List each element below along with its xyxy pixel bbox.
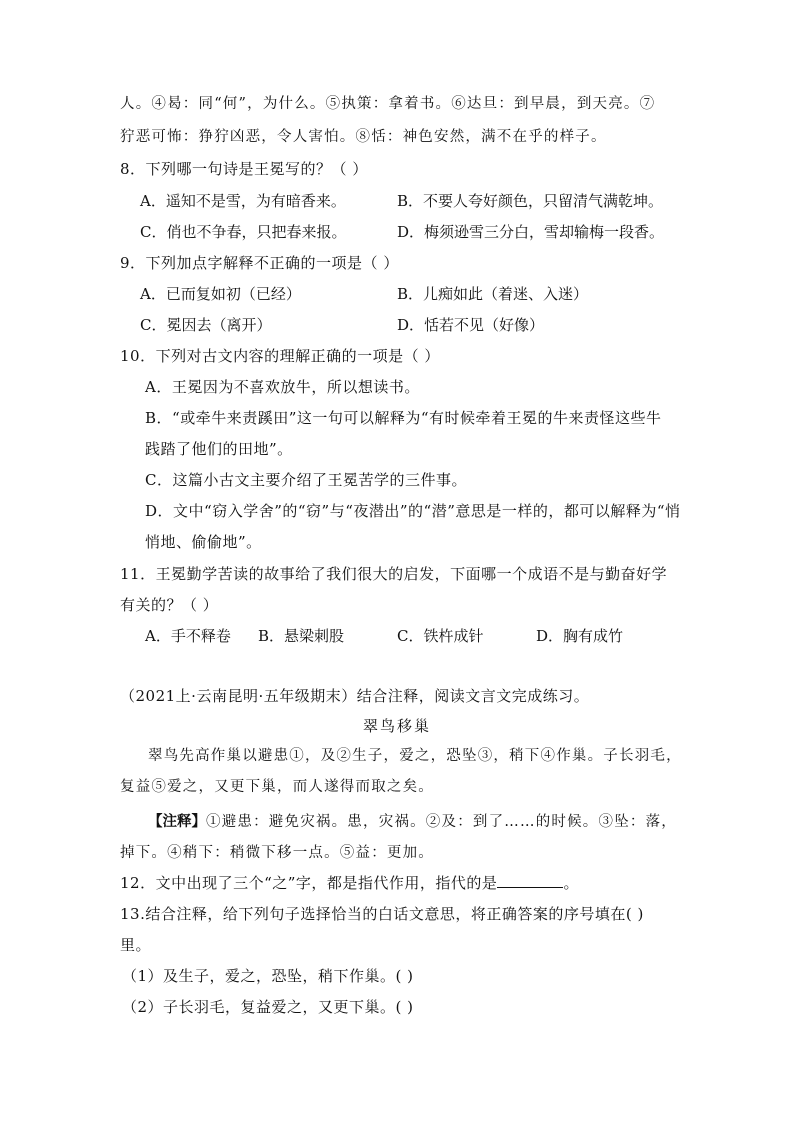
question-9-stem: 9．下列加点字解释不正确的一项是（ ） <box>120 254 399 272</box>
question-10-option-b-line-1: B．“或牵牛来责蹊田”这一句可以解释为“有时候牵着王冕的牛来责怪这些牛 <box>145 409 662 427</box>
notes-label: 【注释】 <box>148 814 206 830</box>
question-11-option-a: A．手不释卷 <box>145 627 231 645</box>
question-8-option-c: C．俏也不争春，只把春来报。 <box>140 223 347 241</box>
question-9-option-d: D．恬若不见（好像） <box>397 316 545 334</box>
question-11-stem-line-1: 11．王冕勤学苦读的故事给了我们很大的启发，下面哪一个成语不是与勤奋好学 <box>120 565 668 583</box>
question-8-option-d: D．梅须逊雪三分白，雪却输梅一段香。 <box>397 223 665 241</box>
passage-title: 翠鸟移巢 <box>362 717 431 735</box>
question-10-option-b-line-2: 践踏了他们的田地”。 <box>145 440 293 458</box>
passage-notes-line-2: 掉下。④稍下：稍微下移一点。⑤益：更加。 <box>120 845 434 861</box>
question-9-option-a: A．已而复如初（已经） <box>140 285 301 303</box>
question-11-stem-line-2: 有关的？（ ） <box>120 596 219 614</box>
question-8-option-a: A．遥知不是雪，为有暗香来。 <box>140 192 346 210</box>
question-13-stem-line-1: 13.结合注释，给下列句子选择恰当的白话文意思，将正确答案的序号填在( ) <box>120 905 644 923</box>
question-10-stem: 10．下列对古文内容的理解正确的一项是（ ） <box>120 347 440 365</box>
passage-text-line-1: 翠鸟先高作巢以避患①，及②生子，爱之，恐坠③，稍下④作巢。子长羽毛， <box>148 748 682 764</box>
question-13-stem-line-2: 里。 <box>120 936 152 954</box>
passage-text-line-2: 复益⑤爱之，又更下巢，而人遂得而取之矣。 <box>120 779 434 795</box>
question-10-option-d-line-2: 悄地、偷偷地”。 <box>145 533 262 551</box>
question-10-option-c: C．这篇小古文主要介绍了王冕苦学的三件事。 <box>145 471 467 489</box>
question-12-stem <box>120 873 579 893</box>
notes-text-1: ①避患：避免灾祸。患，灾祸。②及：到了……的时候。③坠：落， <box>206 814 677 830</box>
question-10-option-d-line-1: D．文中“窃入学舍”的“窃”与“夜潜出”的“潜”意思是一样的，都可以解释为“悄 <box>145 502 681 520</box>
notes-line-2: 狞恶可怖：狰狞凶恶，令人害怕。⑧恬：神色安然，满不在乎的样子。 <box>120 129 607 145</box>
question-9-option-b: B．儿痴如此（着迷、入迷） <box>397 285 589 303</box>
question-12-end: 。 <box>563 874 579 892</box>
question-11-option-d: D．胸有成竹 <box>536 627 624 645</box>
question-9-option-c: C．冕因去（离开） <box>140 316 272 334</box>
question-8-stem: 8．下列哪一句诗是王冕写的？（ ） <box>120 160 368 178</box>
question-8-option-b: B．不要人夸好颜色，只留清气满乾坤。 <box>397 192 664 210</box>
notes-line-1: 人。④曷：同“何”，为什么。⑤执策：拿着书。⑥达旦：到早晨，到天亮。⑦ <box>120 96 656 112</box>
question-11-option-c: C．铁杵成针 <box>397 627 484 645</box>
passage-source: （2021上·云南昆明·五年级期末）结合注释，阅读文言文完成练习。 <box>120 687 590 705</box>
answer-blank[interactable] <box>497 873 563 888</box>
question-11-option-b: B．悬梁刺股 <box>258 627 345 645</box>
question-12-text: 12．文中出现了三个“之”字，都是指代作用，指代的是 <box>120 874 498 892</box>
question-13-item-1: （1）及生子，爱之，恐坠，稍下作巢。( ) <box>122 967 414 985</box>
passage-notes-line-1 <box>148 812 677 832</box>
question-13-item-2: （2）子长羽毛，复益爱之，又更下巢。( ) <box>122 998 414 1016</box>
question-10-option-a: A．王冕因为不喜欢放牛，所以想读书。 <box>145 378 420 396</box>
